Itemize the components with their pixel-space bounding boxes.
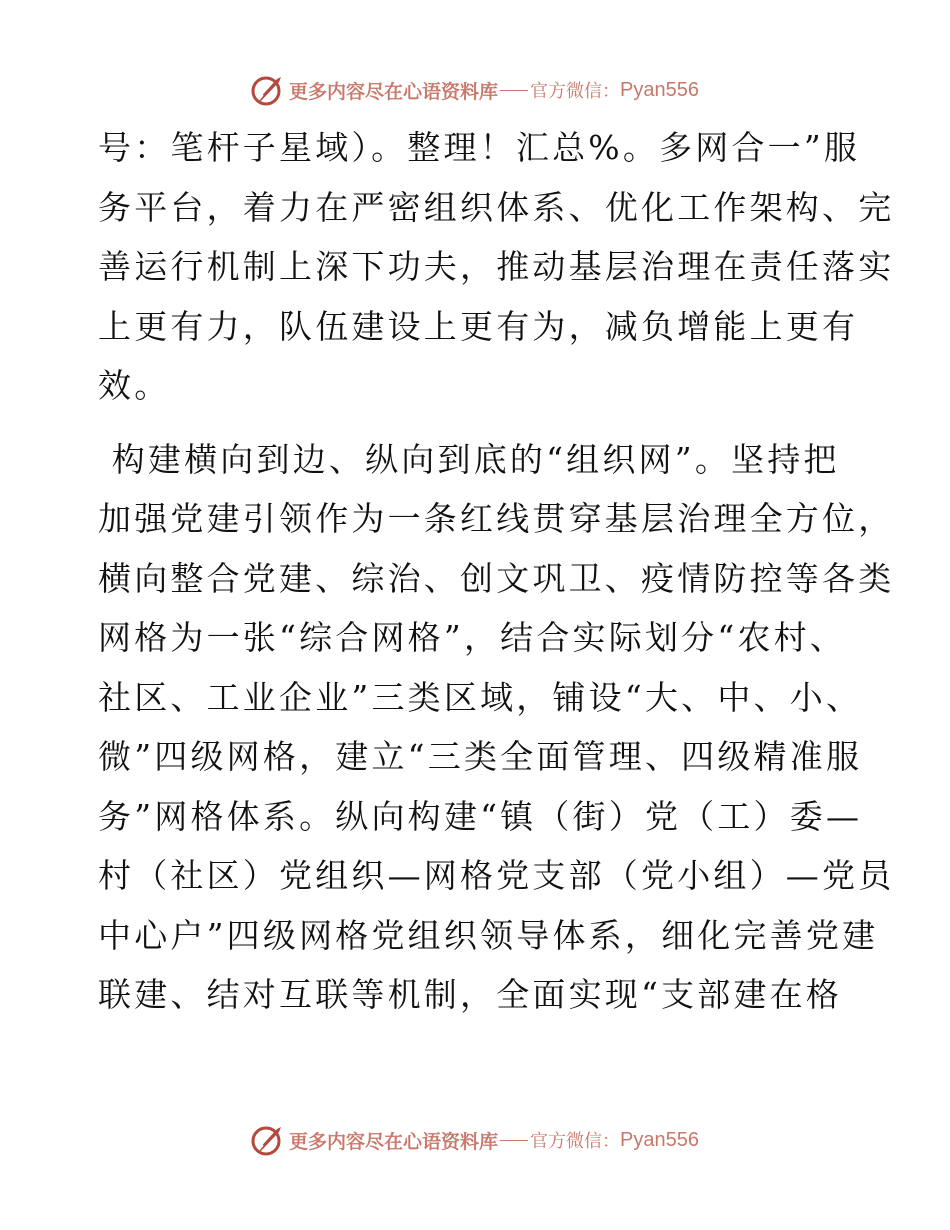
banner-slogan: 更多内容尽在心语资料库 [289,1130,499,1153]
banner-slogan: 更多内容尽在心语资料库 [289,80,499,103]
text-line: 微”四级网格，建立“三类全面管理、四级精准服 [98,737,863,776]
banner-dash [500,1140,528,1141]
document-body [98,118,895,1025]
text-line: 上更有力，队伍建设上更有为，减负增能上更有 [98,306,859,346]
text-line: 务平台，着力在严密组织体系、优化工作架构、完 [98,187,895,227]
text-line: 加强党建引领作为一条红线贯穿基层治理全方位， [98,499,895,538]
paragraph-1 [98,118,895,416]
text-line: 构建横向到边、纵向到底的“组织网”。坚持把 [98,439,840,479]
banner-wechat-id: Pyan556 [620,1128,699,1151]
text-line: 村（社区）党组织—网格党支部（党小组）—党员 [98,856,895,895]
footer-banner [0,1120,950,1160]
banner-dash [500,90,528,91]
header-banner [0,70,950,110]
text-line: 号：笔杆子星域）。整理！汇总%。多网合一”服 [98,128,861,167]
text-line: 网格为一张“综合网格”，结合实际划分“农村、 [98,618,847,657]
quill-logo-icon [251,1123,285,1157]
paragraph-2 [98,430,895,1025]
banner-wechat-label: 官方微信： [530,81,621,102]
text-line: 效。 [98,366,171,405]
text-line: 中心户”四级网格党组织领导体系，细化完善党建 [98,915,879,955]
text-line: 务”网格体系。纵向构建“镇（街）党（工）委— [98,796,863,836]
text-line: 善运行机制上深下功夫，推动基层治理在责任落实 [98,247,895,286]
quill-logo-icon [251,73,285,107]
text-line: 社区、工业企业”三类区域，铺设“大、中、小、 [98,677,863,717]
banner-wechat-id: Pyan556 [620,78,699,101]
text-line: 联建、结对互联等机制，全面实现“支部建在格 [98,975,843,1014]
banner-wechat-label: 官方微信： [530,1131,621,1152]
text-line: 横向整合党建、综治、创文巩卫、疫情防控等各类 [98,558,895,598]
